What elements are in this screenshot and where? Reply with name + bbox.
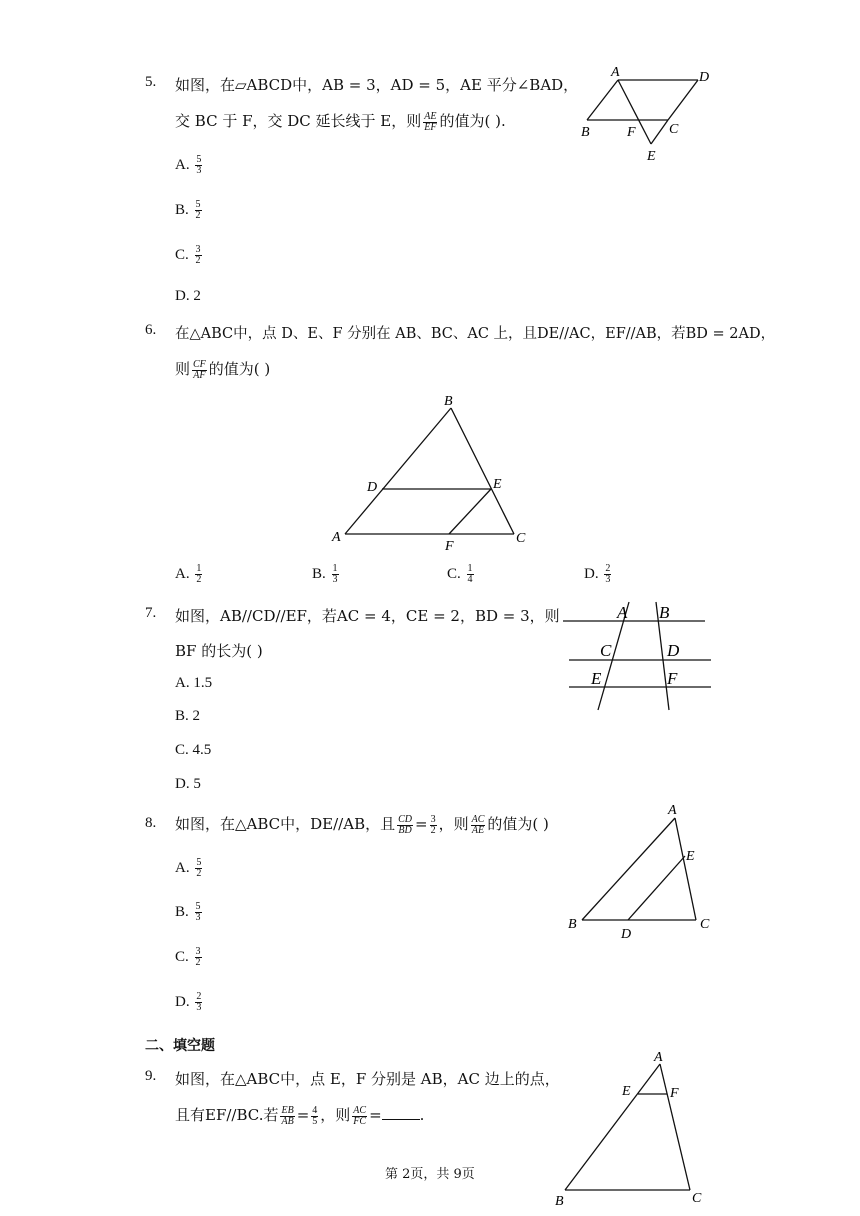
q9-stem-line2: [175, 1104, 424, 1127]
q7-parallel-lines-figure: [555, 598, 715, 713]
q9-stem-a: 且有EF//BC.若: [175, 1106, 279, 1124]
q7-stem-line2: BF 的长为( ): [175, 642, 263, 660]
q8-label-d: D: [621, 927, 632, 942]
q9-number: 9.: [145, 1068, 157, 1084]
q5-parallelogram-figure: [575, 62, 725, 167]
q5-stem-line2-a: 交 BC 于 F，交 DC 延长线于 E，则: [175, 112, 422, 130]
q9-label-f: F: [670, 1086, 679, 1101]
q7-label-a: A: [617, 603, 628, 622]
q8-stem: [175, 813, 549, 836]
q7-option-d[interactable]: D. 5: [175, 776, 201, 792]
q6-option-c[interactable]: C. $\frac{1}{4}$: [447, 563, 473, 585]
q9-stem-e: .: [419, 1106, 425, 1124]
q8-option-a[interactable]: A. $\frac{5}{2}$: [175, 857, 202, 879]
q7-label-c: C: [600, 641, 612, 660]
q5-option-c[interactable]: C. $\frac{3}{2}$: [175, 244, 201, 266]
q5-label-c: C: [669, 122, 679, 137]
q9-stem-line1: 如图，在△ABC中，点 E，F 分别是 AB，AC 边上的点，: [175, 1070, 560, 1088]
q8-stem-b: =: [415, 815, 428, 833]
q5-stem-line2-b: 的值为( ).: [439, 112, 506, 130]
q8-stem-c: ，则: [438, 815, 469, 833]
q6-label-d: D: [367, 480, 378, 495]
q8-label-b: B: [568, 917, 577, 932]
q8-option-c[interactable]: C. $\frac{3}{2}$: [175, 946, 201, 968]
q9-stem-c: ，则: [320, 1106, 351, 1124]
q6-option-d[interactable]: D. $\frac{2}{3}$: [584, 563, 611, 585]
q5-label-d: D: [699, 70, 710, 85]
section-fill-in-heading: 二、填空题: [145, 1038, 215, 1054]
q5-label-e: E: [647, 149, 656, 164]
q9-fraction-ac-fc: $\frac{AC}{FC}$: [353, 1104, 367, 1127]
q6-number: 6.: [145, 322, 157, 338]
q8-fraction-value: $\frac{3}{2}$: [430, 813, 436, 836]
q5-option-b[interactable]: B. $\frac{5}{2}$: [175, 199, 201, 221]
q9-answer-blank[interactable]: [382, 1105, 420, 1120]
q6-stem-line1: 在△ABC中，点 D、E、F 分别在 AB、BC、AC 上，且DE//AC，EF//AB，若BD = 2AD，: [175, 326, 776, 342]
q7-label-e: E: [591, 669, 602, 688]
q7-stem-line1: 如图，AB//CD//EF，若AC = 4，CE = 2，BD = 3，则: [175, 607, 560, 625]
q5-option-a[interactable]: A. $\frac{5}{3}$: [175, 154, 202, 176]
q8-fraction-ac-ae: $\frac{AC}{AE}$: [471, 813, 485, 836]
q7-label-f: F: [667, 669, 678, 688]
q6-label-f: F: [445, 539, 454, 553]
q6-label-e: E: [493, 477, 502, 492]
q8-stem-a: 如图，在△ABC中，DE//AB，且: [175, 815, 396, 833]
q7-label-b: B: [659, 603, 670, 622]
q8-label-e: E: [686, 849, 695, 864]
q7-label-d: D: [667, 641, 680, 660]
q9-label-b: B: [555, 1194, 564, 1209]
q9-triangle-figure: [550, 1045, 715, 1215]
q7-option-c[interactable]: C. 4.5: [175, 742, 212, 758]
q6-ratio-fraction: $\frac{CF}{AF}$: [193, 358, 206, 381]
q5-label-a: A: [611, 65, 620, 80]
q7-option-b[interactable]: B. 2: [175, 708, 201, 724]
q5-option-d[interactable]: D. 2: [175, 288, 201, 304]
q8-triangle-figure: [560, 798, 720, 948]
q6-label-b: B: [444, 394, 453, 409]
q7-option-a[interactable]: A. 1.5: [175, 675, 213, 691]
q5-ratio-fraction: $\frac{AE}{EF}$: [424, 110, 437, 133]
q8-label-a: A: [668, 803, 677, 818]
q6-stem-line2: [175, 358, 270, 381]
q6-triangle-figure: [325, 388, 535, 553]
q6-option-b[interactable]: B. $\frac{1}{3}$: [312, 563, 338, 585]
q5-stem-line2: [175, 110, 506, 133]
q6-label-a: A: [332, 530, 341, 545]
q6-option-a[interactable]: A. $\frac{1}{2}$: [175, 563, 202, 585]
q5-label-b: B: [581, 125, 590, 140]
q9-fraction-eb-ab: $\frac{EB}{AB}$: [281, 1104, 294, 1127]
q9-stem-d: =: [369, 1106, 382, 1124]
q8-option-b[interactable]: B. $\frac{5}{3}$: [175, 901, 201, 923]
q7-number: 7.: [145, 605, 157, 621]
q5-stem-line1: 如图，在▱ABCD中，AB = 3，AD = 5，AE 平分∠BAD，: [175, 76, 579, 94]
q9-label-c: C: [692, 1191, 702, 1206]
q9-label-e: E: [622, 1084, 631, 1099]
q6-stem-line2-b: 的值为( ): [208, 360, 271, 378]
q8-stem-d: 的值为( ): [487, 815, 549, 833]
q9-stem-b: =: [296, 1106, 310, 1124]
q8-fraction-cd-bd: $\frac{CD}{BD}$: [398, 813, 412, 836]
page-footer: 第 2页，共 9页: [385, 1167, 475, 1182]
q9-fraction-value: $\frac{4}{5}$: [312, 1104, 318, 1127]
q8-option-d[interactable]: D. $\frac{2}{3}$: [175, 991, 202, 1013]
q9-label-a: A: [654, 1050, 663, 1065]
q6-label-c: C: [516, 531, 526, 546]
q8-number: 8.: [145, 815, 157, 831]
q6-stem-line2-a: 则: [175, 360, 191, 378]
q5-label-f: F: [627, 125, 636, 140]
q8-label-c: C: [700, 917, 710, 932]
q5-number: 5.: [145, 74, 157, 90]
